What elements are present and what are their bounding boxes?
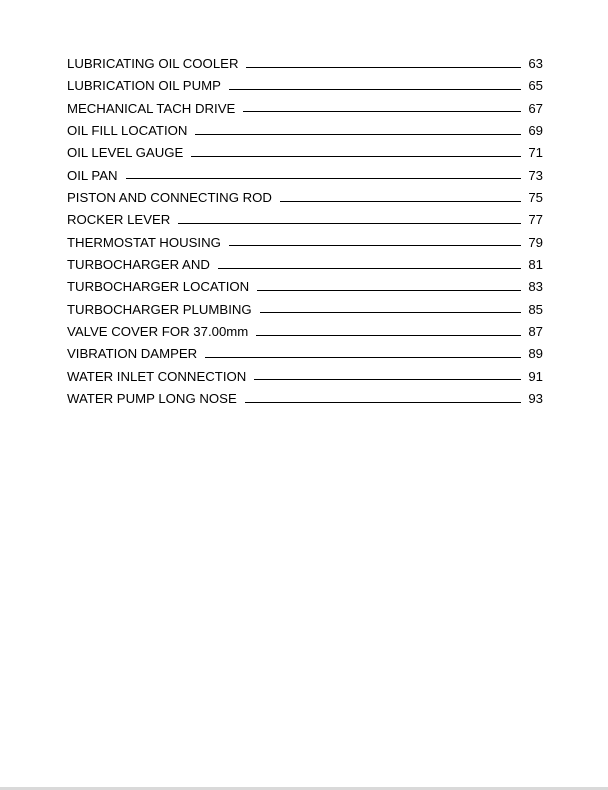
toc-leader-line <box>246 67 521 68</box>
toc-leader-line <box>256 335 521 336</box>
toc-page-number: 67 <box>528 100 543 116</box>
toc-entry-lubricating-oil-cooler[interactable] <box>67 53 543 75</box>
toc-entry-vibration-damper[interactable] <box>67 343 543 365</box>
toc-leader-line <box>254 379 521 380</box>
toc-entry-title: LUBRICATION OIL PUMP <box>67 78 221 94</box>
table-of-contents <box>67 53 543 411</box>
toc-page-number: 79 <box>528 234 543 250</box>
toc-leader-line <box>280 201 521 202</box>
toc-page-number: 89 <box>528 346 543 362</box>
toc-page-number: 81 <box>528 257 543 273</box>
toc-entry-title: THERMOSTAT HOUSING <box>67 234 221 250</box>
toc-entry-title: TURBOCHARGER AND <box>67 257 210 273</box>
toc-leader-line <box>243 111 521 112</box>
toc-entry-mechanical-tach-drive[interactable] <box>67 98 543 120</box>
toc-leader-line <box>229 89 521 90</box>
toc-page-number: 93 <box>528 391 543 407</box>
toc-leader-line <box>245 402 521 403</box>
toc-entry-title: LUBRICATING OIL COOLER <box>67 56 239 71</box>
toc-entry-thermostat-housing[interactable] <box>67 232 543 254</box>
toc-entry-title: MECHANICAL TACH DRIVE <box>67 100 236 116</box>
toc-entry-title: TURBOCHARGER PLUMBING <box>67 301 252 317</box>
toc-entry-turbocharger-plumbing[interactable] <box>67 299 543 321</box>
toc-entry-turbocharger-and[interactable] <box>67 254 543 276</box>
toc-entry-water-pump-long-nose[interactable] <box>67 388 543 410</box>
toc-page-number: 63 <box>528 56 543 71</box>
toc-entry-title: VALVE COVER FOR 37.00mm <box>67 324 249 340</box>
toc-leader-line <box>126 178 521 179</box>
toc-entry-title: OIL FILL LOCATION <box>67 123 188 139</box>
toc-page-number: 87 <box>528 324 543 340</box>
toc-leader-line <box>195 134 521 135</box>
toc-page-number: 85 <box>528 301 543 317</box>
toc-page-number: 65 <box>528 78 543 94</box>
toc-entry-title: OIL PAN <box>67 167 118 183</box>
toc-entry-piston-and-connecting-rod[interactable] <box>67 187 543 209</box>
toc-entry-rocker-lever[interactable] <box>67 209 543 231</box>
toc-page-number: 73 <box>528 167 543 183</box>
toc-entry-title: VIBRATION DAMPER <box>67 346 198 362</box>
toc-entry-oil-pan[interactable] <box>67 165 543 187</box>
toc-entry-title: OIL LEVEL GAUGE <box>67 145 184 161</box>
toc-entry-lubrication-oil-pump[interactable] <box>67 75 543 97</box>
toc-entry-valve-cover[interactable] <box>67 321 543 343</box>
toc-entry-water-inlet-connection[interactable] <box>67 366 543 388</box>
toc-page-number: 71 <box>528 145 543 161</box>
toc-leader-line <box>257 290 521 291</box>
toc-leader-line <box>260 312 521 313</box>
toc-page-number: 69 <box>528 123 543 139</box>
toc-entry-title: ROCKER LEVER <box>67 212 171 228</box>
toc-page-number: 91 <box>528 368 543 384</box>
toc-leader-line <box>205 357 521 358</box>
toc-page-number: 83 <box>528 279 543 295</box>
toc-entry-oil-level-gauge[interactable] <box>67 142 543 164</box>
toc-entry-turbocharger-location[interactable] <box>67 276 543 298</box>
toc-leader-line <box>191 156 521 157</box>
toc-entry-oil-fill-location[interactable] <box>67 120 543 142</box>
toc-leader-line <box>178 223 521 224</box>
toc-entry-title: TURBOCHARGER LOCATION <box>67 279 250 295</box>
toc-page-number: 75 <box>528 190 543 206</box>
toc-entry-title: PISTON AND CONNECTING ROD <box>67 190 272 206</box>
toc-page-number: 77 <box>528 212 543 228</box>
toc-entry-title: WATER INLET CONNECTION <box>67 368 247 384</box>
toc-leader-line <box>229 245 521 246</box>
toc-leader-line <box>218 268 521 269</box>
toc-entry-title: WATER PUMP LONG NOSE <box>67 391 237 407</box>
